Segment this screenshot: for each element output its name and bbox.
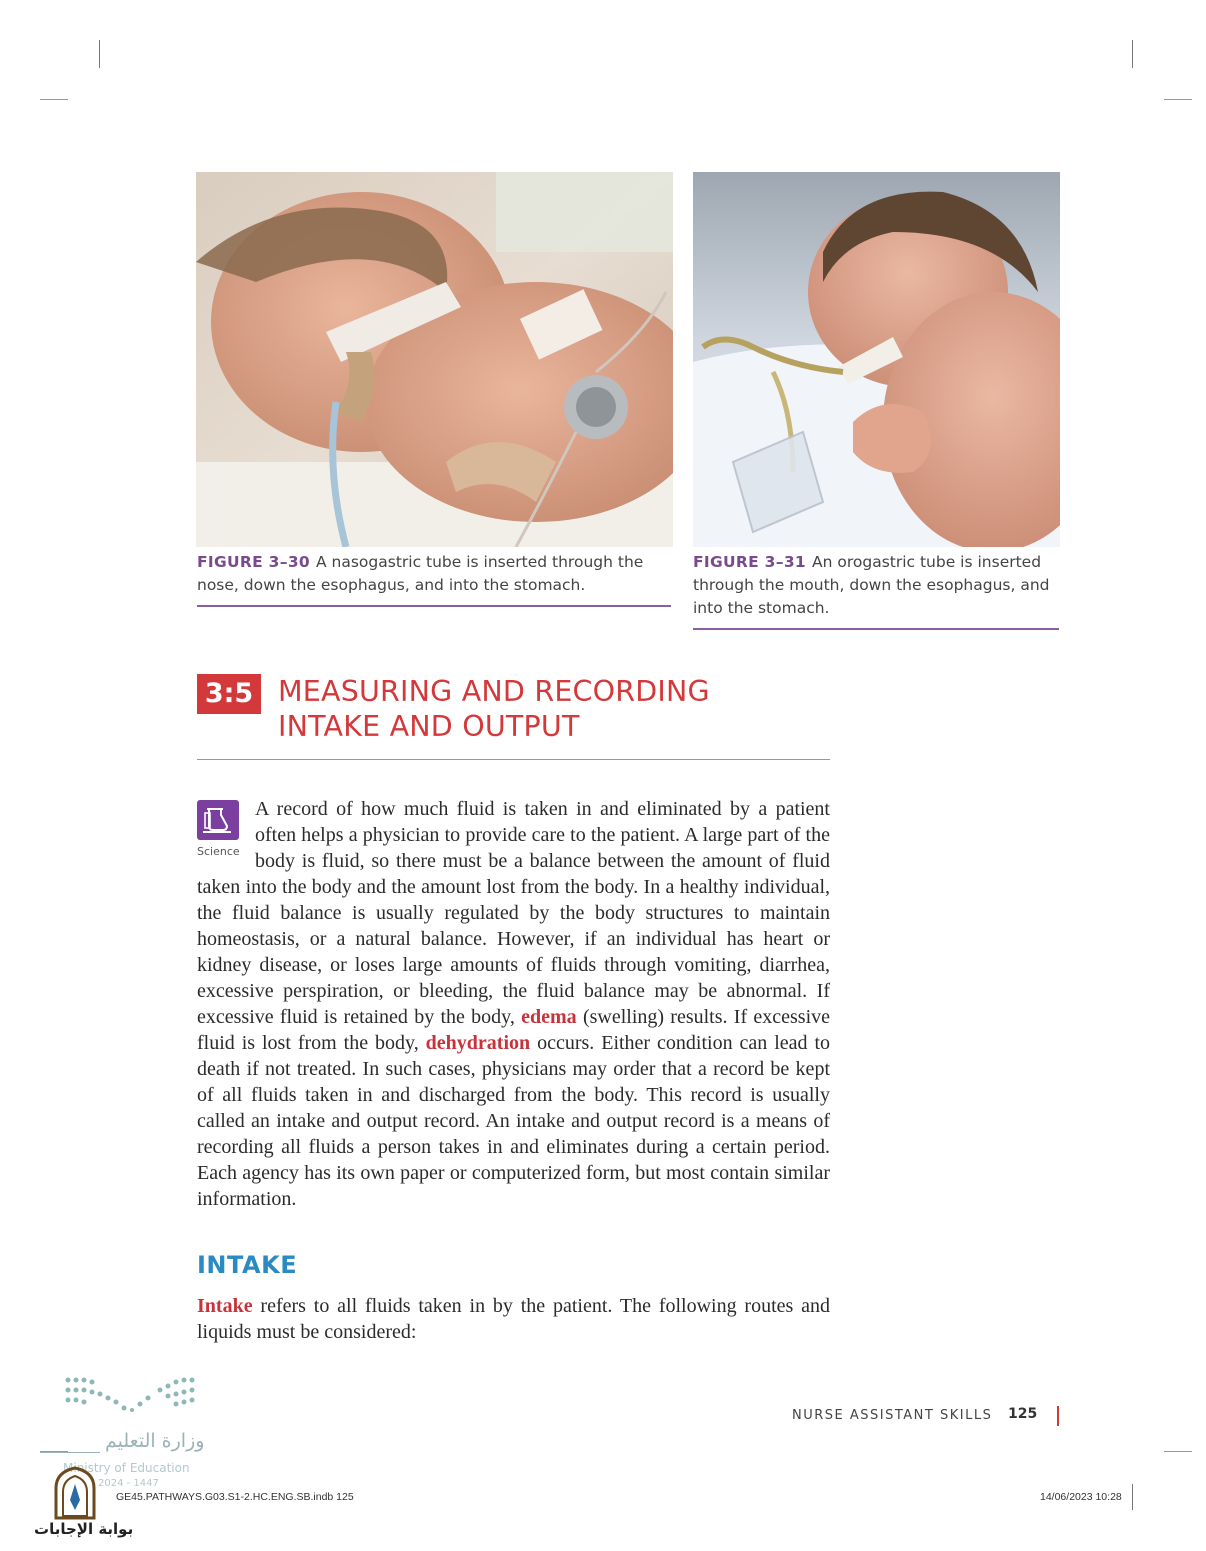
body-text-part1: A record of how much fluid is taken in and eliminated by a patient often helps a physician to provide care to the patient. A large part of the body is fluid, so there must be a balance between the amount of fluid taken into the body and the amount lost from the body. In a healthy individual, the fluid balance is usually regulated by the body structures to maintain homeostasis, or a natural balance. However, if an individual has heart or kidney disease, or loses large amounts of fluids through vomiting, diarrhea, excessive perspiration, or bleeding, the fluid balance may be abnormal. If excessive fluid is retained by the body, — [197, 798, 830, 1028]
print-slug-file: GE45.PATHWAYS.G03.S1-2.HC.ENG.SB.indb 125 — [116, 1491, 354, 1503]
body-text-part3: occurs. Either condition can lead to death if not treated. In such cases, physicians may order that a record be kept of all fluids taken in and discharged from the body. This record is usually called an intake and output record. An intake and output record is a means of recording all fluids a person takes in and eliminates during a certain period. Each agency has its own paper or computerized form, but most contain similar information. — [197, 1032, 831, 1210]
answers-portal-logo-icon — [50, 1466, 100, 1520]
moe-year: 2024 - 1447 — [98, 1478, 159, 1489]
figure-3-31-caption — [693, 551, 1058, 620]
science-label: Science — [197, 845, 240, 858]
moe-underline — [40, 1452, 100, 1453]
keyword-intake: Intake — [197, 1295, 253, 1317]
section-title — [278, 674, 798, 744]
intake-heading: INTAKE — [197, 1251, 298, 1279]
crop-mark-bottom-right-v — [1132, 1484, 1133, 1510]
moe-logo-dots — [64, 1374, 200, 1418]
keyword-edema: edema — [521, 1006, 577, 1028]
crop-mark-top-left — [99, 40, 100, 68]
figure-3-30-caption — [197, 551, 667, 597]
figure-3-30-caption-text: A nasogastric tube is inserted through the nose, down the esophagus, and into the stomach. — [197, 553, 644, 594]
figure-3-31-rule — [693, 628, 1059, 630]
footer-page-number: 125 — [1008, 1406, 1038, 1422]
crop-mark-left — [40, 99, 68, 100]
section-title-line1: MEASURING AND RECORDING — [278, 675, 710, 708]
figure-3-30-label: FIGURE 3–30 — [197, 553, 310, 571]
figure-3-30-rule — [197, 605, 671, 607]
crop-mark-bottom-right — [1164, 1451, 1192, 1452]
footer-book-title: NURSE ASSISTANT SKILLS — [792, 1408, 993, 1423]
crop-mark-right — [1164, 99, 1192, 100]
footer-accent-bar — [1057, 1406, 1059, 1426]
moe-english-name: Ministry of Education — [63, 1461, 190, 1475]
moe-arabic-name: وزارة التعليم — [105, 1430, 205, 1452]
section-title-line2: INTAKE AND OUTPUT — [278, 710, 580, 743]
intake-paragraph — [197, 1293, 830, 1345]
body-text-part2: (swelling) results. If excessive fluid is lost from the body, — [197, 1006, 831, 1054]
crop-mark-top-right — [1132, 40, 1133, 68]
figure-3-31-caption-text: An orogastric tube is inserted through the mouth, down the esophagus, and into the stomach. — [693, 553, 1050, 617]
section-divider — [197, 759, 830, 760]
figure-3-31-label: FIGURE 3–31 — [693, 553, 806, 571]
figure-3-31-photo — [693, 172, 1060, 547]
section-number: 3:5 — [197, 674, 261, 714]
intake-text: refers to all fluids taken in by the patient. The following routes and liquids must be considered: — [197, 1295, 831, 1343]
icon-float-spacer — [197, 796, 255, 874]
figure-3-30-photo — [196, 172, 673, 547]
body-paragraph — [197, 796, 830, 1212]
print-slug-date: 14/06/2023 10:28 — [1040, 1491, 1122, 1503]
answers-portal-text: بوابة الإجابات — [34, 1520, 134, 1538]
keyword-dehydration: dehydration — [425, 1032, 531, 1054]
